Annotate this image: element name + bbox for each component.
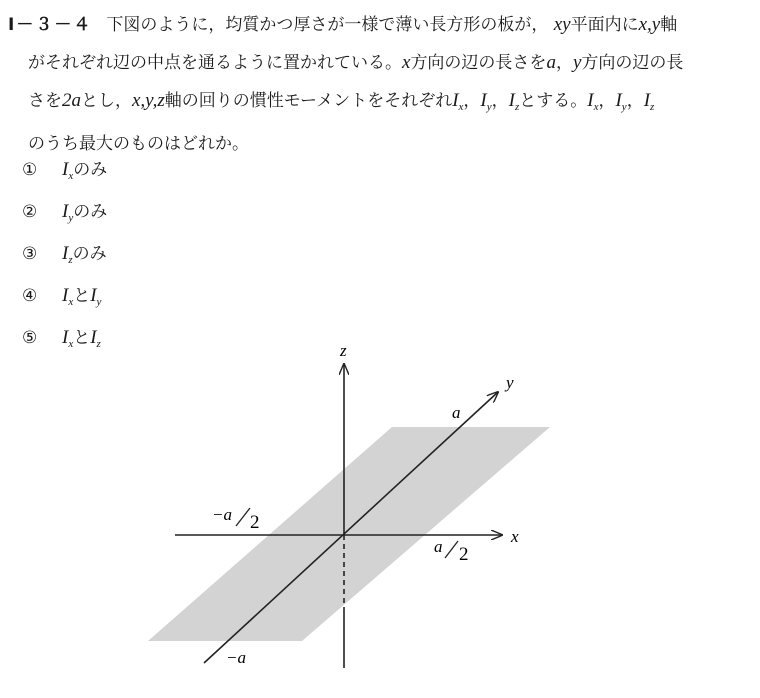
fraction-numerator: a — [434, 537, 443, 556]
math-I: I — [62, 285, 69, 306]
choice-text: のみ — [72, 244, 107, 264]
math-x: x — [402, 52, 411, 73]
math-xy-axes: x,y — [638, 14, 661, 35]
text-segment: がそれぞれ辺の中点を通るように置かれている。 — [28, 53, 402, 73]
y-axis-label: y — [506, 373, 514, 392]
choice-number: ③ — [22, 244, 38, 264]
subscript: z — [68, 254, 73, 266]
separator: ， — [491, 91, 509, 111]
text-segment: のうち最大のものはどれか。 — [28, 134, 249, 154]
plate-figure — [0, 330, 760, 698]
a-label: a — [452, 403, 461, 422]
text-segment: 方向の辺の長さを — [410, 53, 547, 73]
math-I: I — [90, 285, 97, 306]
math-Iz: I — [508, 90, 515, 111]
choice-number: ② — [22, 202, 38, 222]
math-Iy: I — [480, 90, 487, 111]
math-I: I — [62, 159, 69, 180]
math-2a: 2a — [62, 90, 81, 111]
separator: ， — [598, 91, 616, 111]
x-axis-label: x — [511, 527, 519, 546]
neg-a-label: −a — [226, 648, 246, 667]
subscript: z — [96, 338, 101, 350]
subscript: z — [514, 101, 520, 113]
problem-statement — [8, 6, 748, 163]
subscript: y — [486, 101, 492, 113]
separator: ， — [463, 91, 481, 111]
choice-text: と — [73, 286, 91, 306]
choice-number: ④ — [22, 286, 38, 306]
figure-svg — [0, 330, 760, 694]
math-Ix: I — [452, 90, 459, 111]
math-I: I — [62, 201, 69, 222]
z-axis-label: z — [340, 341, 347, 360]
math-y: y — [572, 52, 582, 73]
subscript: x — [458, 101, 464, 113]
half-a-label — [434, 537, 469, 565]
math-I: I — [62, 243, 69, 264]
text-segment: 方向の辺の長 — [581, 53, 684, 73]
math-Iz: I — [643, 90, 651, 111]
fraction-slash — [236, 508, 250, 526]
text-segment: とする。 — [519, 91, 588, 111]
problem-line-1 — [8, 6, 748, 44]
neg-half-a-label — [212, 505, 260, 533]
subscript: z — [650, 101, 655, 113]
subscript: x — [593, 101, 599, 113]
text-segment: ， — [555, 53, 573, 73]
text-segment: とし， — [81, 91, 132, 111]
choice-2[interactable] — [22, 194, 107, 236]
math-Ix: I — [587, 90, 594, 111]
fraction-denominator: 2 — [250, 512, 260, 533]
math-I: I — [90, 327, 97, 348]
fraction-denominator: 2 — [459, 544, 469, 565]
choice-1[interactable] — [22, 152, 107, 194]
subscript: x — [68, 338, 74, 350]
problem-number: Ⅰ－３－４ — [8, 15, 93, 35]
subscript: y — [621, 101, 627, 113]
separator: ， — [626, 91, 644, 111]
choice-number: ⑤ — [22, 328, 38, 348]
choice-text: のみ — [73, 160, 108, 180]
choice-text: と — [73, 328, 91, 348]
problem-line-2 — [8, 44, 748, 82]
math-I: I — [62, 327, 69, 348]
text-segment: 平面内に — [570, 15, 639, 35]
choice-text: のみ — [73, 202, 108, 222]
problem-line-4 — [8, 126, 748, 163]
math-xyz: x,y,z — [132, 90, 165, 111]
subscript: x — [68, 296, 74, 308]
text-segment: 下図のように，均質かつ厚さが一様で薄い長方形の板が， — [106, 15, 549, 35]
text-segment: さを — [28, 91, 62, 111]
fraction-slash — [445, 541, 458, 558]
choice-number: ① — [22, 160, 38, 180]
math-Iy: I — [615, 90, 622, 111]
subscript: x — [68, 170, 74, 182]
problem-line-3 — [8, 82, 748, 126]
math-a: a — [546, 52, 556, 73]
fraction-numerator: −a — [212, 505, 232, 524]
choice-4[interactable] — [22, 278, 107, 320]
text-segment: 軸 — [660, 15, 678, 35]
plate-shape — [148, 427, 550, 641]
y-axis-line — [204, 392, 498, 663]
text-segment: 軸の回りの慣性モーメントをそれぞれ — [164, 91, 453, 111]
math-xy: xy — [553, 14, 571, 35]
subscript: y — [68, 212, 74, 224]
subscript: y — [96, 296, 102, 308]
choice-3[interactable] — [22, 236, 107, 278]
